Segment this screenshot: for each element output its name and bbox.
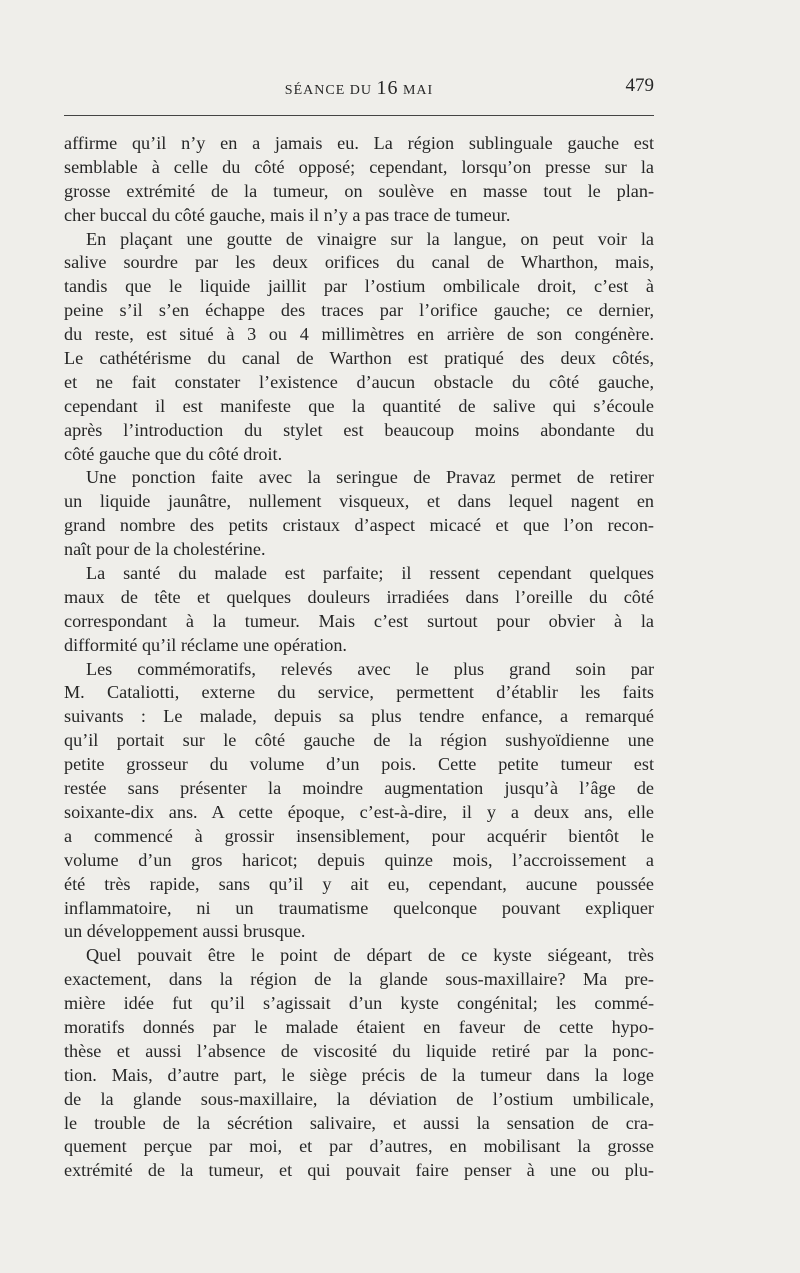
text-line: En plaçant une goutte de vinaigre sur la langue, on peut voir la — [86, 228, 654, 249]
text-line: affirme qu’il n’y en a jamais eu. La région sublinguale gauche est — [64, 133, 654, 153]
text-line: inflammatoire, ni un traumatisme quelconque pouvant expliquer — [64, 897, 654, 918]
text-line: maux de tête et quelques douleurs irradiées dans l’oreille du côté — [64, 586, 654, 607]
text-line: semblable à celle du côté opposé; cependant, lorsqu’on presse sur la — [64, 156, 654, 177]
body-text — [64, 132, 654, 1183]
text-line: et ne fait constater l’existence d’aucun obstacle du côté gauche, — [64, 371, 654, 392]
text-line: M. Cataliotti, externe du service, permettent d’établir les faits — [64, 682, 654, 703]
text-line: un liquide jaunâtre, nullement visqueux, et dans lequel nagent en — [64, 491, 654, 512]
text-line: Le cathétérisme du canal de Warthon est pratiqué des deux côtés, — [64, 348, 654, 369]
running-header — [64, 77, 654, 101]
text-line: Une ponction faite avec la seringue de Pravaz permet de retirer — [86, 467, 654, 488]
text-line: volume d’un gros haricot; depuis quinze mois, l’accroissement a — [64, 849, 654, 870]
text-line: tandis que le liquide jaillit par l’ostium ombilicale droit, c’est à — [64, 276, 654, 297]
text-line: naît pour de la cholestérine. — [64, 539, 266, 560]
text-line: peine s’il s’en échappe des traces par l’orifice gauche; ce dernier, — [64, 300, 654, 321]
text-line: un développement aussi brusque. — [64, 921, 306, 942]
text-line: La santé du malade est parfaite; il ressent cependant quelques — [86, 563, 654, 584]
text-line: thèse et aussi l’absence de viscosité du liquide retiré par la ponc- — [64, 1040, 654, 1061]
text-line: été très rapide, sans qu’il y ait eu, cependant, aucune poussée — [64, 873, 654, 894]
header-title — [64, 77, 654, 100]
text-line: difformité qu’il réclame une opération. — [64, 634, 347, 655]
text-line: soixante-dix ans. A cette époque, c’est-à-dire, il y a deux ans, elle — [64, 801, 654, 822]
text-line: qu’il portait sur le côté gauche de la région sushyoïdienne une — [64, 730, 654, 751]
text-line: quement perçue par moi, et par d’autres, en mobilisant la grosse — [64, 1136, 654, 1157]
text-line: grosse extrémité de la tumeur, on soulève en masse tout le plan- — [64, 180, 654, 201]
text-line: de la glande sous-maxillaire, la déviation de l’ostium umbilicale, — [64, 1088, 654, 1109]
text-line: extrémité de la tumeur, et qui pouvait faire penser à une ou plu- — [64, 1160, 654, 1181]
header-title-day: 16 — [376, 77, 399, 99]
text-line: correspondant à la tumeur. Mais c’est surtout pour obvier à la — [64, 610, 654, 631]
text-line: cher buccal du côté gauche, mais il n’y a pas trace de tumeur. — [64, 204, 511, 225]
text-line: suivants : Le malade, depuis sa plus tendre enfance, a remarqué — [64, 706, 654, 727]
header-rule — [64, 115, 654, 116]
text-line: tion. Mais, d’autre part, le siège précis de la tumeur dans la loge — [64, 1064, 654, 1085]
text-line: salive sourdre par les deux orifices du canal de Wharthon, mais, — [64, 252, 654, 273]
text-line: après l’introduction du stylet est beaucoup moins abondante du — [64, 419, 654, 440]
text-line: le trouble de la sécrétion salivaire, et aussi la sensation de cra- — [64, 1112, 654, 1133]
text-line: moratifs donnés par le malade étaient en faveur de cette hypo- — [64, 1016, 654, 1037]
text-line: petite grosseur du volume d’un pois. Cette petite tumeur est — [64, 754, 654, 775]
text-line: cependant il est manifeste que la quantité de salive qui s’écoule — [64, 395, 654, 416]
text-line: exactement, dans la région de la glande sous-maxillaire? Ma pre- — [64, 969, 654, 990]
text-line: Quel pouvait être le point de départ de ce kyste siégeant, très — [86, 945, 654, 966]
page-number: 479 — [625, 75, 654, 96]
text-line: grand nombre des petits cristaux d’aspect micacé et que l’on recon- — [64, 515, 654, 536]
text-line: mière idée fut qu’il s’agissait d’un kyste congénital; les commé- — [64, 993, 654, 1014]
header-title-pre: SÉANCE DU — [284, 83, 377, 98]
header-title-post: MAI — [398, 83, 434, 98]
text-line: Les commémoratifs, relevés avec le plus grand soin par — [86, 658, 654, 679]
text-line: a commencé à grossir insensiblement, pour acquérir bientôt le — [64, 825, 654, 846]
text-line: du reste, est situé à 3 ou 4 millimètres en arrière de son congénère. — [64, 324, 654, 345]
text-line: côté gauche que du côté droit. — [64, 443, 283, 464]
text-line: restée sans présenter la moindre augmentation jusqu’à l’âge de — [64, 778, 654, 799]
